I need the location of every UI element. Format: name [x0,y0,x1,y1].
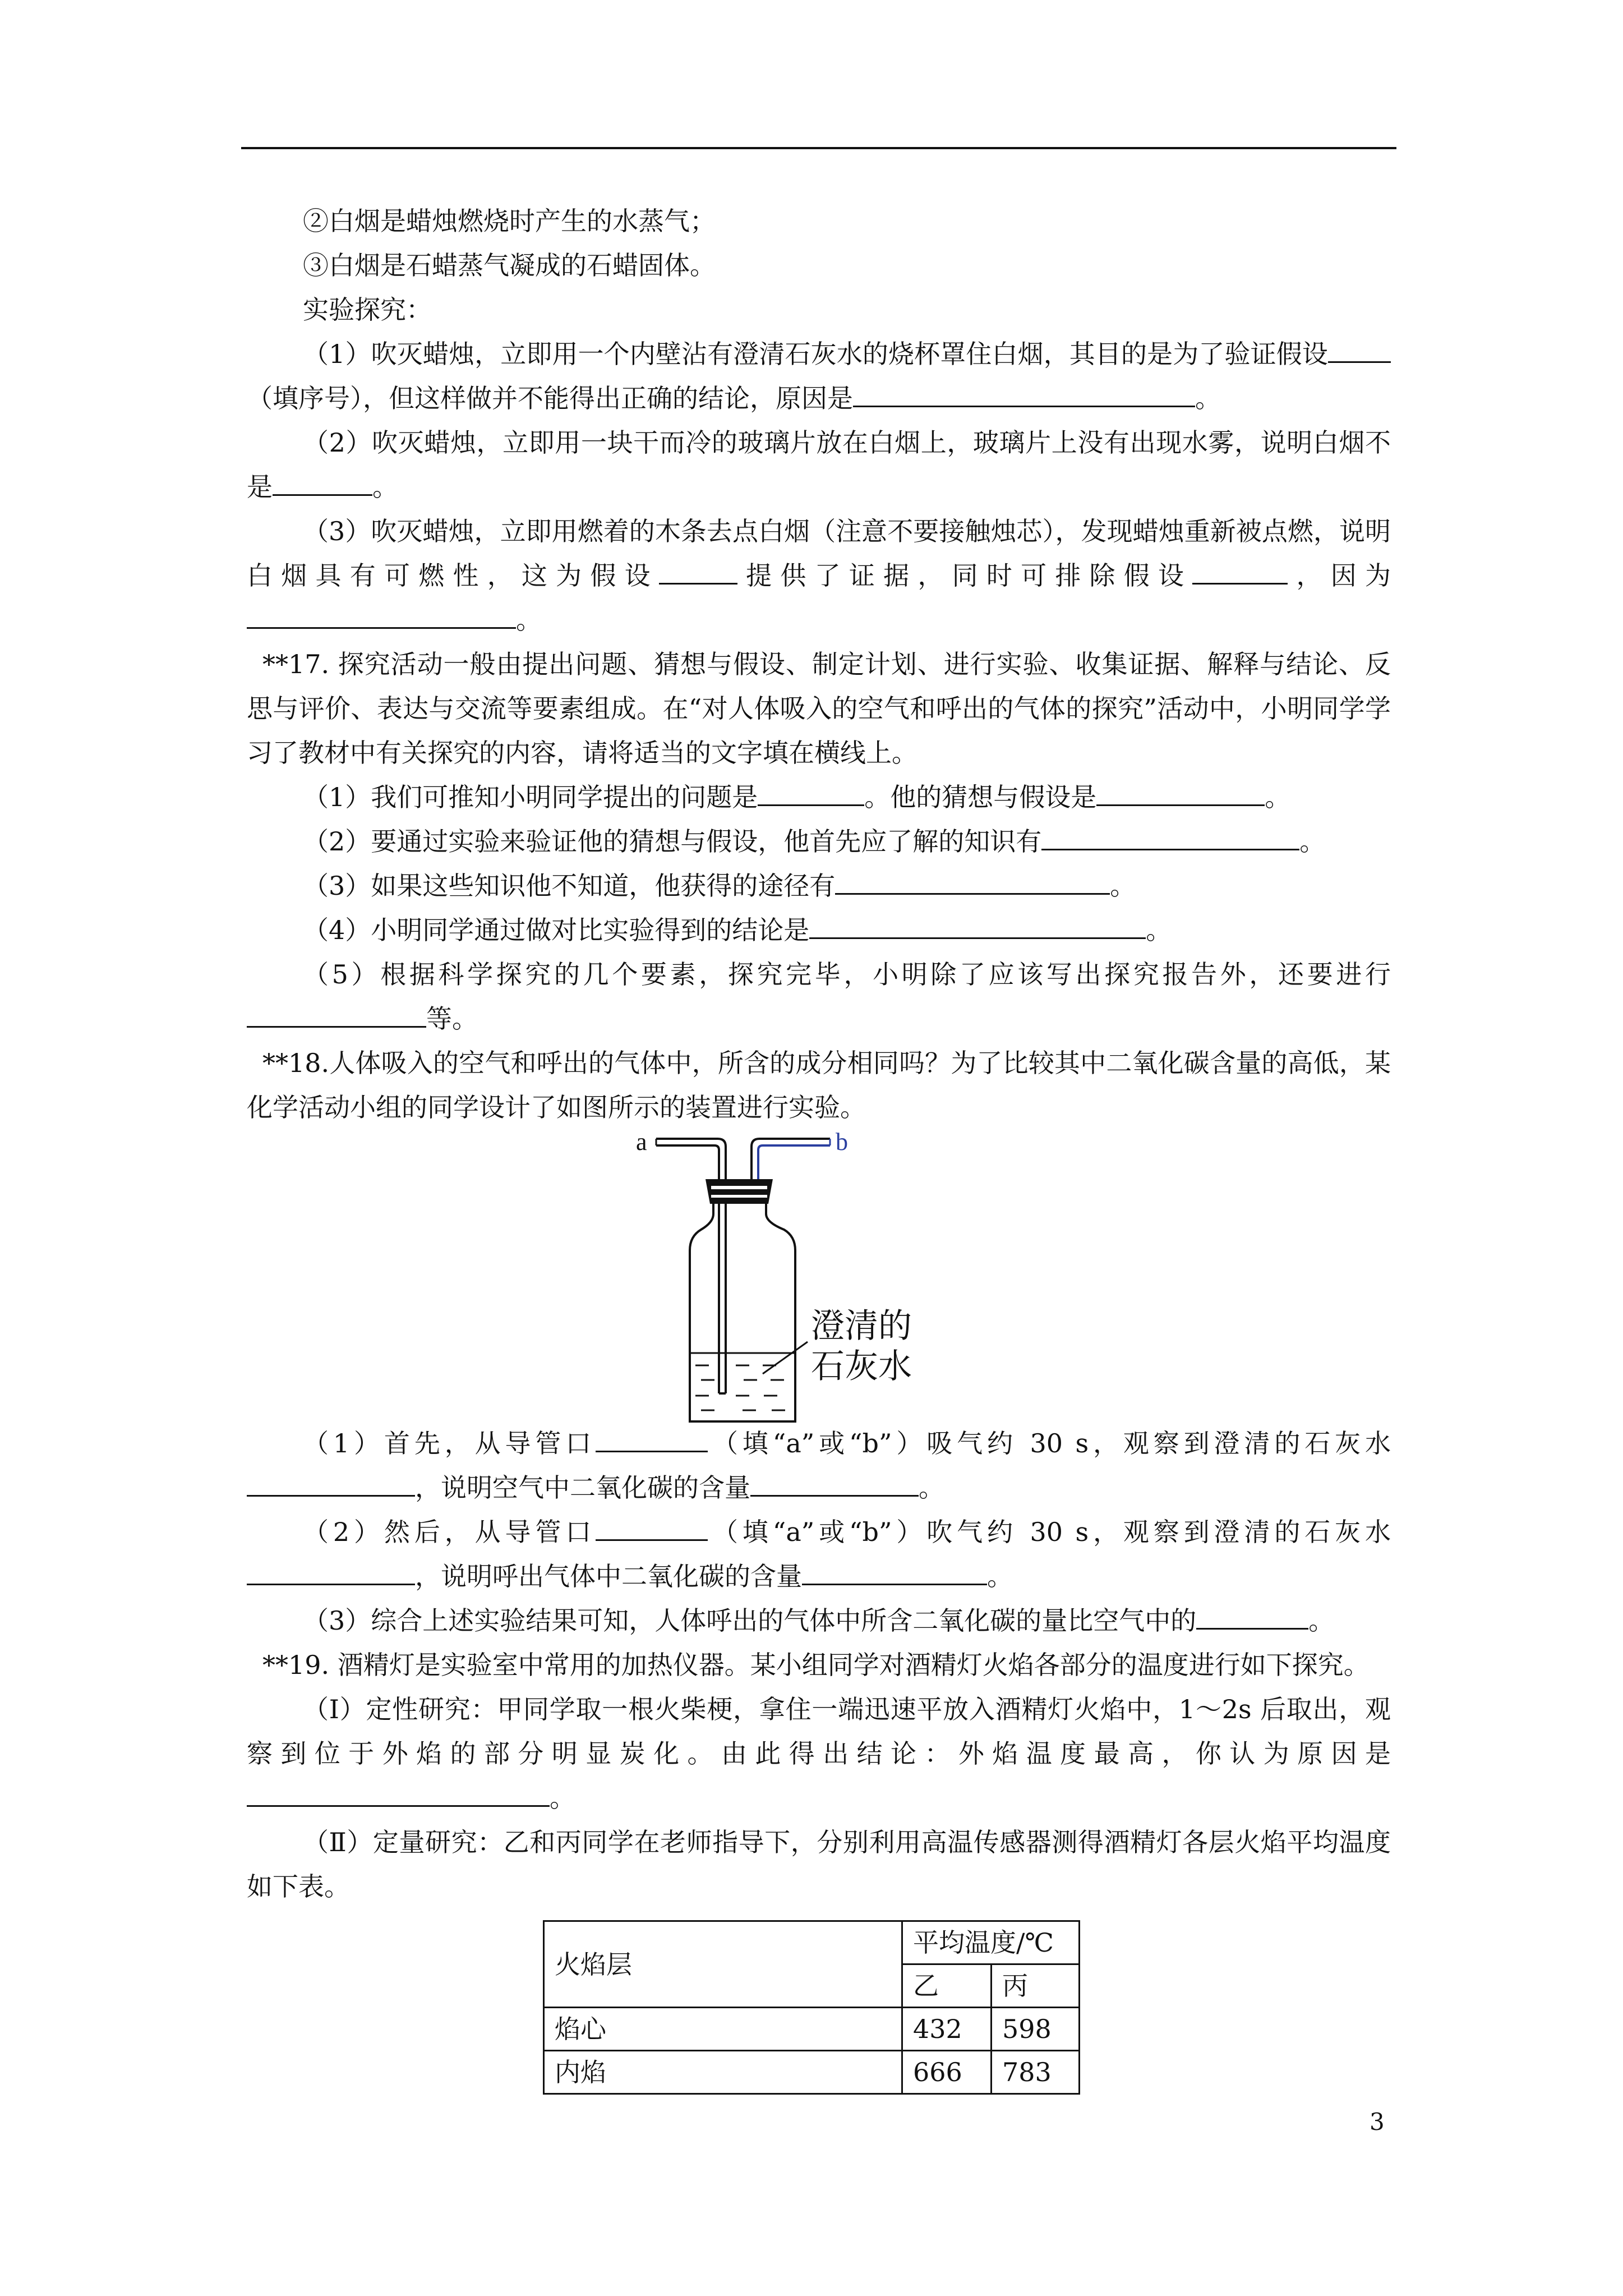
limewater-label-line-1: 澄清的 [811,1306,912,1346]
table-cell-bing: 783 [992,2051,1080,2094]
table-cell-bing: 598 [992,2008,1080,2051]
answer-blank[interactable] [1192,557,1288,585]
tube-b-label: b [836,1128,848,1156]
question-19-intro: **19. 酒精灯是实验室中常用的加热仪器。某小组同学对酒精灯火焰各部分的温度进行如下探究。 [262,1650,1370,1680]
answer-blank[interactable] [659,557,737,585]
answer-blank[interactable] [750,1469,919,1497]
table-cell-layer: 内焰 [544,2051,902,2094]
answer-blank[interactable] [835,867,1110,895]
answer-blank[interactable] [758,779,864,806]
answer-blank[interactable] [596,1513,708,1541]
question-17-intro: **17. 探究活动一般由提出问题、猜想与假设、制定计划、进行实验、收集证据、解释与结论、反思与评价、表达与交流等要素组成。在“对人体吸入的空气和呼出的气体的探究”活动中，小明同学学习了教材中有关探究的内容，请将适当的文字填在横线上。 [247,649,1391,768]
table-col-yi: 乙 [902,1964,992,2008]
table-header-row [544,1921,1080,1964]
q18-part-3: （3）综合上述实验结果可知，人体呼出的气体中所含二氧化碳的量比空气中的 。 [247,1599,1391,1643]
answer-blank[interactable] [247,1000,426,1028]
q17-part-1: （1）我们可推知小明同学提出的问题是 。他的猜想与假设是 。 [247,775,1391,820]
q17-part-3: （3）如果这些知识他不知道，他获得的途径有 。 [247,864,1391,908]
answer-blank[interactable] [809,912,1146,939]
hypothesis-3: ③白烟是石蜡蒸气凝成的石蜡固体。 [303,250,716,280]
answer-blank[interactable] [247,601,516,629]
rubber-stopper [706,1179,773,1204]
flame-temperature-table-wrap [543,1920,1391,2095]
table-header-layer: 火焰层 [544,1921,902,2008]
answer-blank[interactable] [247,1779,550,1807]
hypothesis-2: ②白烟是蜡烛燃烧时产生的水蒸气； [303,206,716,236]
answer-blank[interactable] [802,1558,987,1585]
experiment-heading: 实验探究： [303,295,432,325]
page-number: 3 [1370,2108,1385,2136]
table-cell-yi: 432 [902,2008,992,2051]
q17-part-2: （2）要通过实验来验证他的猜想与假设，他首先应了解的知识有 。 [247,820,1391,864]
q19-part-2: （Ⅱ）定量研究：乙和丙同学在老师指导下，分别利用高温传感器测得酒精灯各层火焰平均温度如下表。 [247,1827,1391,1902]
answer-blank[interactable] [853,380,1195,407]
tube-a-label: a [636,1128,647,1156]
table-cell-yi: 666 [902,2051,992,2094]
experiment-2: （2）吹灭蜡烛，立即用一块干而冷的玻璃片放在白烟上，玻璃片上没有出现水雾，说明白烟不是 。 [247,427,1391,502]
table-col-bing: 丙 [992,1964,1080,2008]
answer-blank[interactable] [273,468,372,496]
table-row [544,2051,1080,2094]
limewater-label-line-2: 石灰水 [811,1347,912,1386]
answer-blank[interactable] [247,1558,415,1585]
answer-blank[interactable] [1328,335,1391,363]
answer-blank[interactable] [596,1425,708,1452]
gas-bottle [690,1204,795,1421]
table-row [544,2008,1080,2051]
q17-part-5: （5）根据科学探究的几个要素，探究完毕，小明除了应该写出探究报告外，还要进行等。 [247,953,1391,1041]
gas-bottle-diagram [636,1128,1043,1421]
flame-temperature-table [543,1920,1080,2095]
table-cell-layer: 焰心 [544,2008,902,2051]
gas-bottle-figure [247,1130,1391,1421]
experiment-1: （1）吹灭蜡烛，立即用一个内壁沾有澄清石灰水的烧杯罩住白烟，其目的是为了验证假设（填序号），但这样做并不能得出正确的结论，原因是 。 [247,332,1391,421]
q18-part-1: （1）首先，从导管口 （填“a”或“b”）吸气约 30 s，观察到澄清的石灰水，说明空气中二氧化碳的含量 。 [247,1421,1391,1510]
q18-part-2: （2）然后，从导管口 （填“a”或“b”）吹气约 30 s，观察到澄清的石灰水，说明呼出气体中二氧化碳的含量 。 [247,1510,1391,1599]
page-content [247,199,1391,2095]
experiment-3: （3）吹灭蜡烛，立即用燃着的木条去点白烟（注意不要接触烛芯），发现蜡烛重新被点燃，说明白烟具有可燃性，这为假设 提供了证据，同时可排除假设 ，因为。 [247,516,1391,635]
table-header-temp: 平均温度/℃ [902,1921,1080,1964]
answer-blank[interactable] [1096,779,1265,806]
answer-blank[interactable] [247,1469,415,1497]
answer-blank[interactable] [1041,823,1299,850]
q17-part-4: （4）小明同学通过做对比实验得到的结论是 。 [247,908,1391,953]
answer-blank[interactable] [1196,1602,1308,1630]
q19-part-1: （Ⅰ）定性研究：甲同学取一根火柴梗，拿住一端迅速平放入酒精灯火焰中，1～2s 后取出，观察到位于外焰的部分明显炭化。由此得出结论：外焰温度最高，你认为原因是。 [247,1694,1391,1813]
question-18-intro: **18.人体吸入的空气和呼出的气体中，所含的成分相同吗？为了比较其中二氧化碳含量的高低，某化学活动小组的同学设计了如图所示的装置进行实验。 [247,1048,1391,1122]
header-rule [241,147,1396,149]
